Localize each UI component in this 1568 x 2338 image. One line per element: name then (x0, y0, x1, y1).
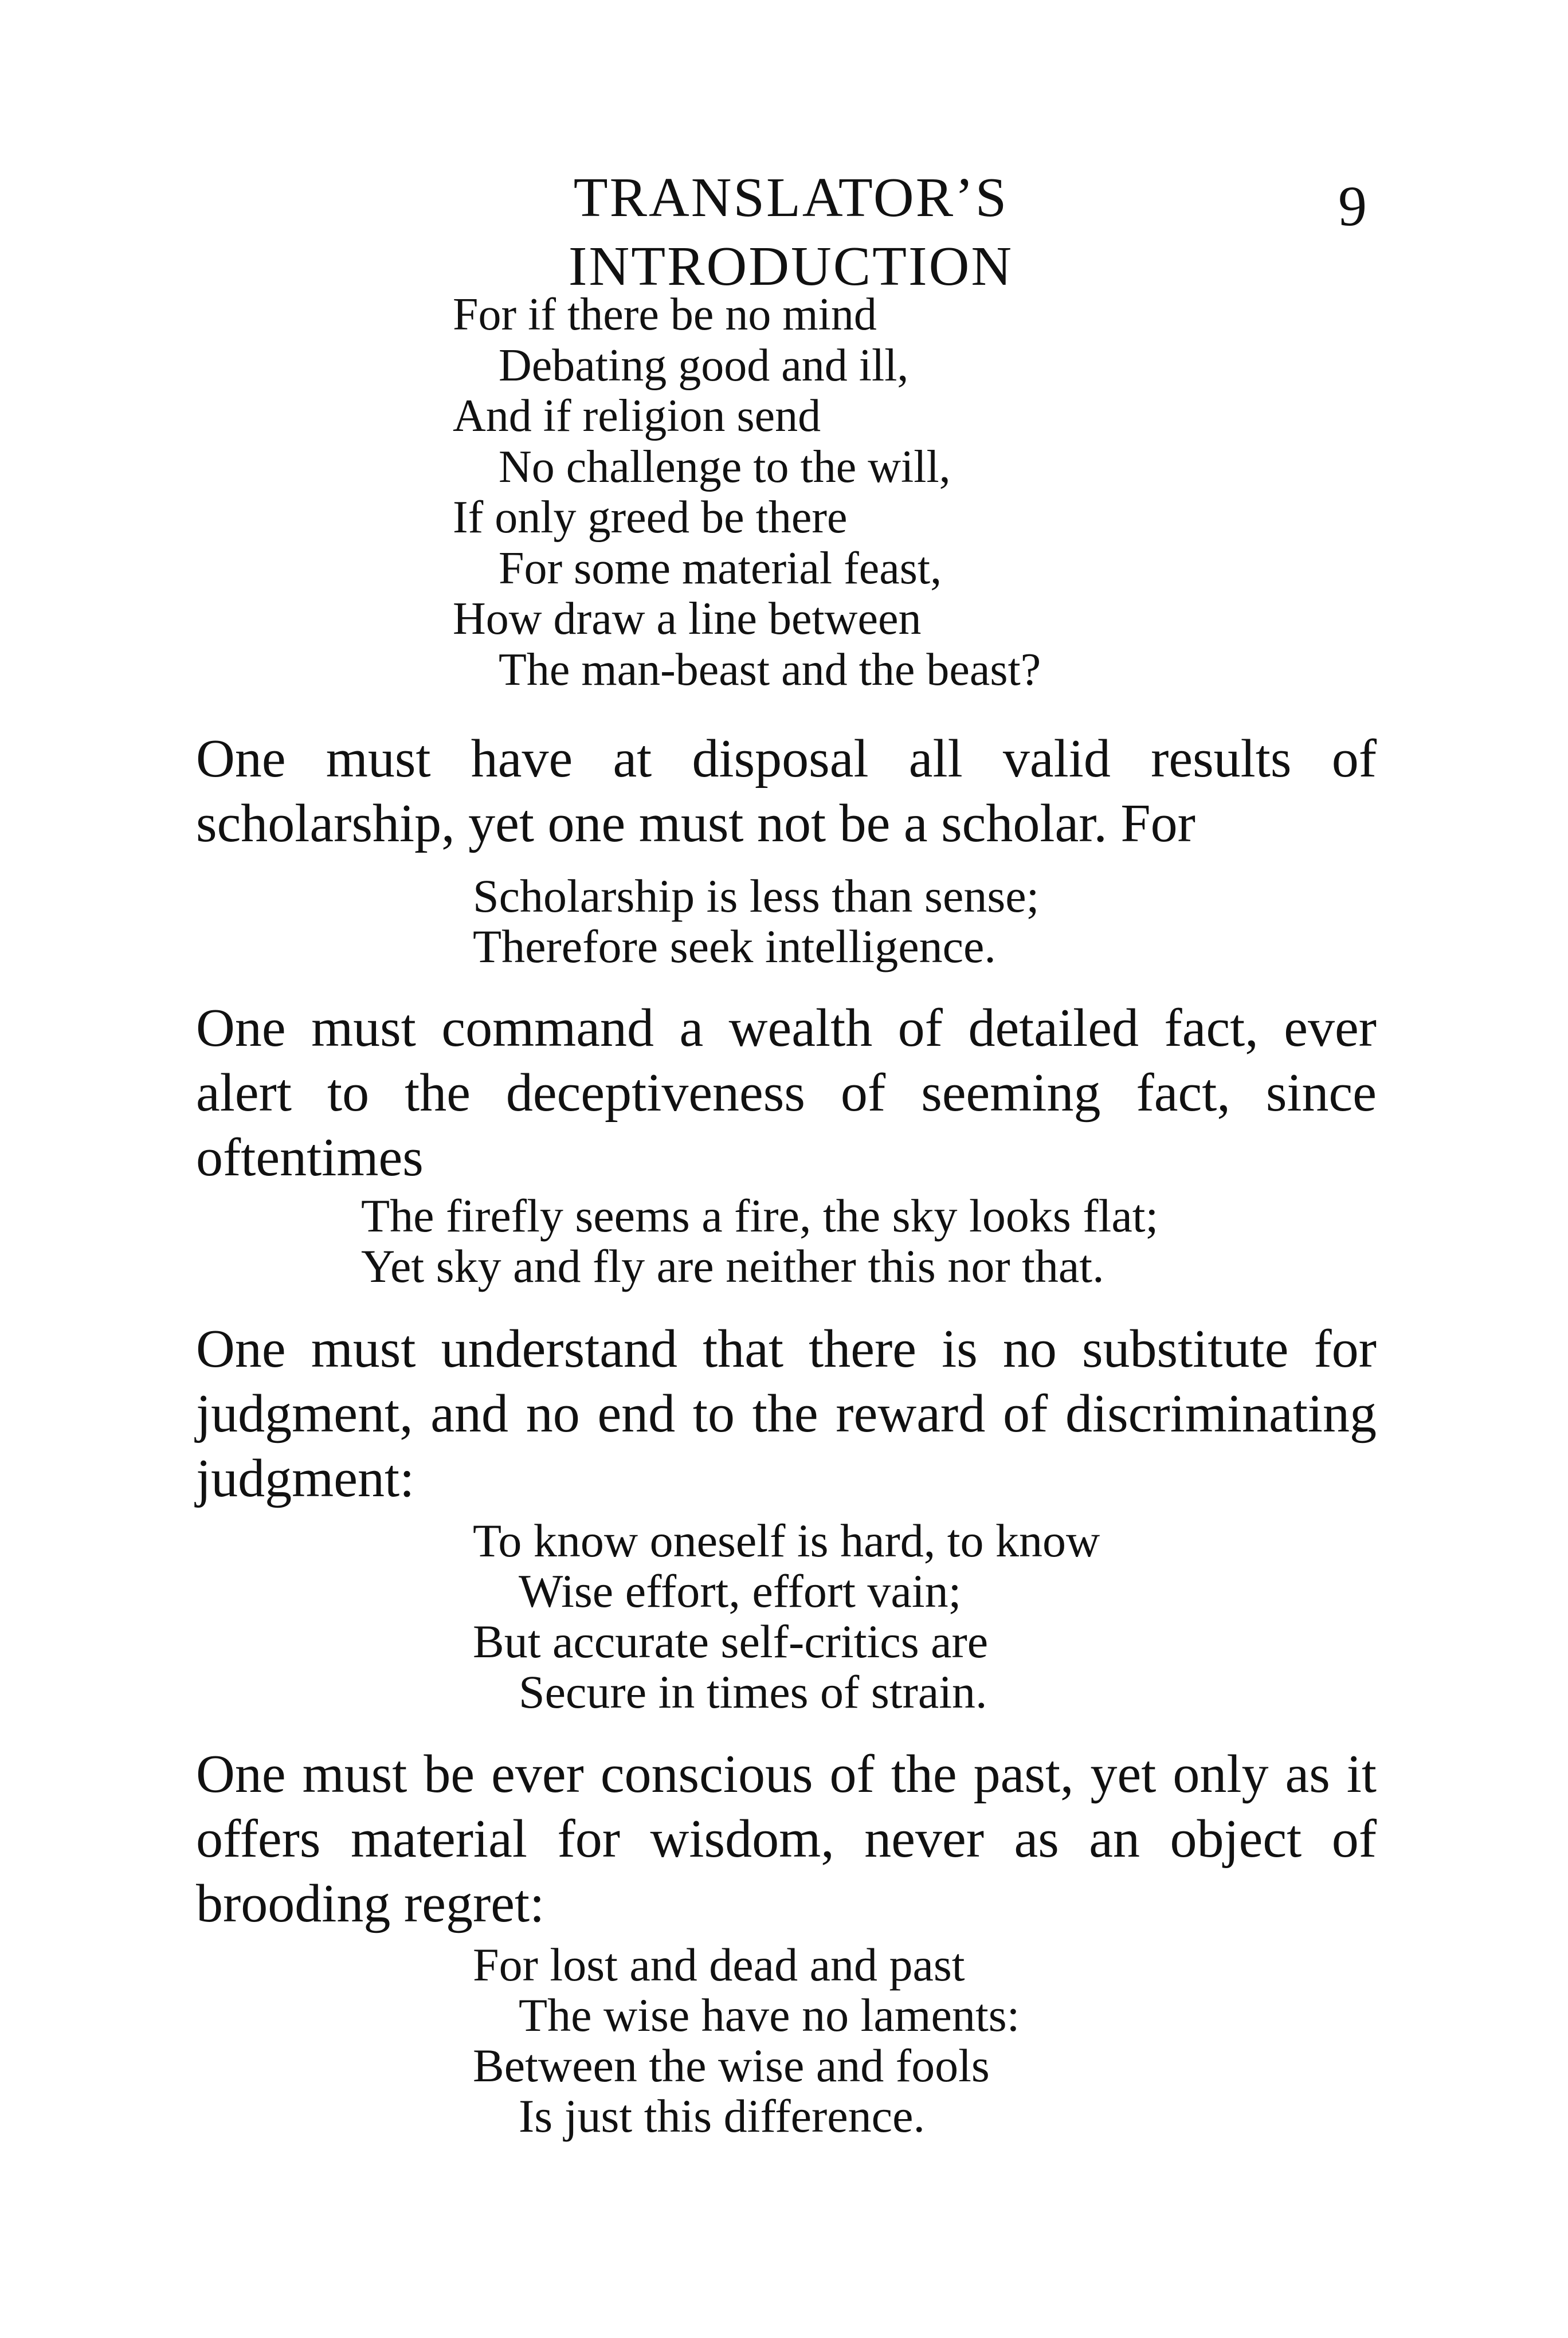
verse-line: Scholarship is less than sense; (473, 870, 1040, 922)
verse-line: The wise have no laments: (519, 1989, 1020, 2041)
verse-line: Debating good and ill, (499, 340, 909, 391)
verse-line: Yet sky and fly are neither this nor that. (361, 1240, 1104, 1292)
verse-stanza (473, 1516, 1100, 1717)
verse-line: For lost and dead and past (473, 1939, 965, 1991)
verse-line: To know oneself is hard, to know (473, 1515, 1100, 1567)
verse-line: Between the wise and fools (473, 2039, 990, 2092)
verse-line: Therefore seek intelligence. (473, 920, 996, 972)
verse-line: The firefly seems a fire, the sky looks flat; (361, 1190, 1159, 1242)
paragraph: One must have at disposal all valid results of scholarship, yet one must not be a scholar. For (196, 729, 1377, 853)
verse-line: Secure in times of strain. (519, 1666, 987, 1718)
verse-line: But accurate self-critics are (473, 1615, 989, 1668)
verse-line: For some material feast, (499, 543, 942, 594)
page-number: 9 (1338, 174, 1367, 238)
verse-line: How draw a line between (453, 594, 922, 644)
verse-line: No challenge to the will, (499, 441, 951, 492)
running-head: TRANSLATOR’S INTRODUCTION (568, 167, 1014, 297)
verse-line: Wise effort, effort vain; (519, 1565, 962, 1617)
verse-line: The man-beast and the beast? (499, 644, 1041, 695)
verse-stanza (453, 289, 1041, 695)
verse-stanza (473, 1940, 1020, 2141)
verse-couplet (473, 871, 1039, 972)
paragraph: One must command a wealth of detailed fact, ever alert to the deceptiveness of seeming fact, since oftentimes (196, 998, 1377, 1187)
verse-line: If only greed be there (453, 492, 848, 543)
verse-couplet (361, 1191, 1158, 1292)
verse-line: Is just this difference. (519, 2090, 925, 2142)
verse-line: And if religion send (453, 391, 821, 441)
verse-line: For if there be no mind (453, 289, 877, 340)
paragraph: One must understand that there is no substitute for judgment, and no end to the reward of discriminating judgment: (196, 1319, 1377, 1508)
paragraph: One must be ever conscious of the past, yet only as it offers material for wisdom, never as an object of brooding regret: (196, 1744, 1377, 1933)
